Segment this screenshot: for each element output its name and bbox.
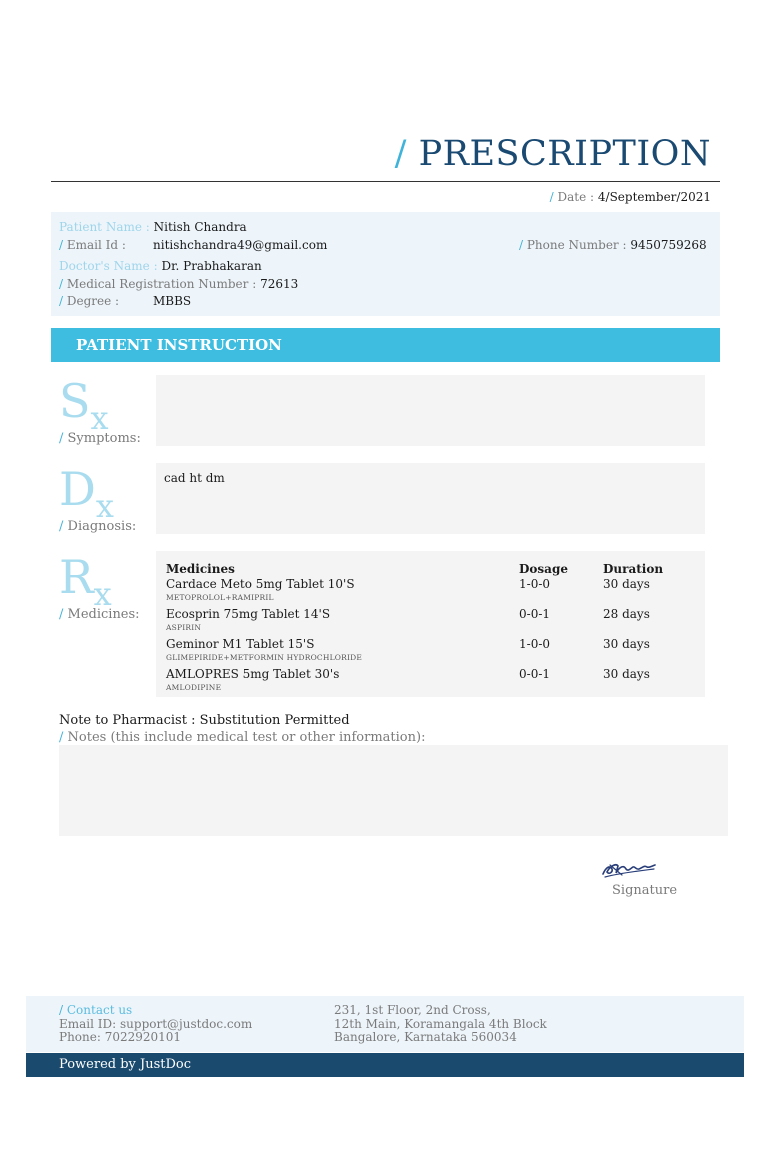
contact-label: Contact us (66, 1003, 133, 1017)
medicines-table (166, 561, 696, 695)
table-row (166, 637, 696, 667)
medicine-generic: ASPIRIN (166, 623, 202, 632)
medicines-sub: x (93, 575, 112, 613)
diagnosis-label-text: Diagnosis: (67, 519, 137, 534)
table-row (166, 607, 696, 637)
medicines-symbol (59, 550, 112, 613)
dosage-cell: 0-0-1 (519, 607, 551, 621)
title-text: PRESCRIPTION (418, 134, 711, 174)
duration-cell: 30 days (603, 667, 650, 681)
diagnosis-letter: D (59, 462, 96, 516)
diagnosis-box (156, 463, 705, 534)
address-line: 231, 1st Floor, 2nd Cross, (334, 1003, 491, 1017)
symptoms-box (156, 375, 705, 446)
dosage-cell: 1-0-0 (519, 637, 551, 651)
duration-cell: 28 days (603, 607, 650, 621)
medicines-box (156, 551, 705, 697)
support-phone: Phone: 7022920101 (59, 1030, 182, 1044)
patient-name-row (59, 220, 247, 234)
medicines-label: / Medicines: (59, 607, 140, 622)
support-email[interactable]: Email ID: support@justdoc.com (59, 1016, 253, 1031)
prescription-date: / Date : 4/September/2021 (549, 190, 711, 204)
phone-label: Phone Number : (526, 238, 627, 252)
diagnosis-sub: x (95, 487, 114, 525)
phone-value: 9450759268 (630, 238, 707, 252)
degree-label: Degree : (66, 294, 120, 308)
address-line: 12th Main, Koramangala 4th Block (334, 1016, 547, 1031)
doctor-row (59, 259, 262, 273)
footer-contact-panel (26, 996, 744, 1052)
duration-cell: 30 days (603, 637, 650, 651)
patient-name: Nitish Chandra (153, 220, 247, 234)
medicines-letter: R (59, 550, 94, 604)
notes-label: / Notes (this include medical test or other information): (59, 730, 426, 745)
dosage-cell: 1-0-0 (519, 577, 551, 591)
contact-block (59, 1004, 252, 1045)
medicine-name-cell (166, 607, 519, 637)
duration-header: Duration (603, 562, 664, 576)
medicine-name-header: Medicines (166, 562, 235, 576)
registration-label: Medical Registration Number : (66, 277, 257, 291)
symptoms-symbol (59, 374, 109, 437)
email-value: nitishchandra49@gmail.com (153, 238, 328, 252)
medicine-name: Cardace Meto 5mg Tablet 10'S (166, 577, 355, 591)
patient-info-panel (51, 212, 720, 316)
registration-row: / Medical Registration Number : 72613 (59, 277, 299, 291)
table-row (166, 667, 696, 695)
signature-label: Signature (612, 883, 678, 898)
date-value: 4/September/2021 (597, 190, 711, 204)
signature-image (600, 857, 660, 881)
notes-box (59, 745, 728, 836)
date-label: Date : (557, 190, 595, 204)
doctor-label: Doctor's Name : (59, 259, 158, 273)
medicine-generic: AMLODIPINE (166, 683, 222, 692)
powered-by-text: Powered by JustDoc (59, 1057, 192, 1072)
notes-label-text: Notes (this include medical test or other information): (67, 730, 426, 745)
medicine-name: AMLOPRES 5mg Tablet 30's (166, 667, 340, 681)
registration-number: 72613 (260, 277, 299, 291)
doctor-name: Dr. Prabhakaran (161, 259, 262, 273)
medicine-name-cell (166, 667, 519, 695)
degree-value: MBBS (153, 294, 192, 308)
medicine-name-cell (166, 637, 519, 667)
medicine-name: Geminor M1 Tablet 15'S (166, 637, 315, 651)
medicine-name-cell (166, 577, 519, 607)
medicine-name: Ecosprin 75mg Tablet 14'S (166, 607, 331, 621)
address-line: Bangalore, Karnataka 560034 (334, 1030, 517, 1044)
title-divider (51, 181, 720, 182)
diagnosis-text: cad ht dm (164, 471, 225, 485)
symptoms-label-text: Symptoms: (67, 431, 141, 446)
email-row: / Email Id : (59, 238, 126, 252)
degree-row: / Degree : (59, 294, 120, 308)
powered-by-bar (26, 1053, 744, 1077)
dosage-header: Dosage (519, 562, 568, 576)
page-title: / PRESCRIPTION (394, 134, 711, 174)
medicines-label-text: Medicines: (67, 607, 140, 622)
symptoms-sub: x (90, 399, 109, 437)
symptoms-label: / Symptoms: (59, 431, 141, 446)
diagnosis-label: / Diagnosis: (59, 519, 137, 534)
address-block (334, 1004, 547, 1045)
patient-instruction-title: PATIENT INSTRUCTION (76, 336, 282, 354)
pharmacist-note: Note to Pharmacist : Substitution Permitted (59, 713, 350, 728)
patient-instruction-header (51, 328, 720, 362)
medicine-generic: METOPROLOL+RAMIPRIL (166, 593, 274, 602)
medicine-generic: GLIMEPIRIDE+METFORMIN HYDROCHLORIDE (166, 653, 363, 662)
email-label: Email Id : (66, 238, 126, 252)
table-row (166, 577, 696, 607)
medicines-table-header (166, 561, 696, 577)
dosage-cell: 0-0-1 (519, 667, 551, 681)
duration-cell: 30 days (603, 577, 650, 591)
contact-heading: / Contact us (59, 1003, 133, 1017)
symptoms-letter: S (59, 374, 91, 428)
diagnosis-symbol (59, 462, 114, 525)
patient-name-label: Patient Name : (59, 220, 150, 234)
phone-row: / Phone Number : 9450759268 (519, 238, 707, 252)
